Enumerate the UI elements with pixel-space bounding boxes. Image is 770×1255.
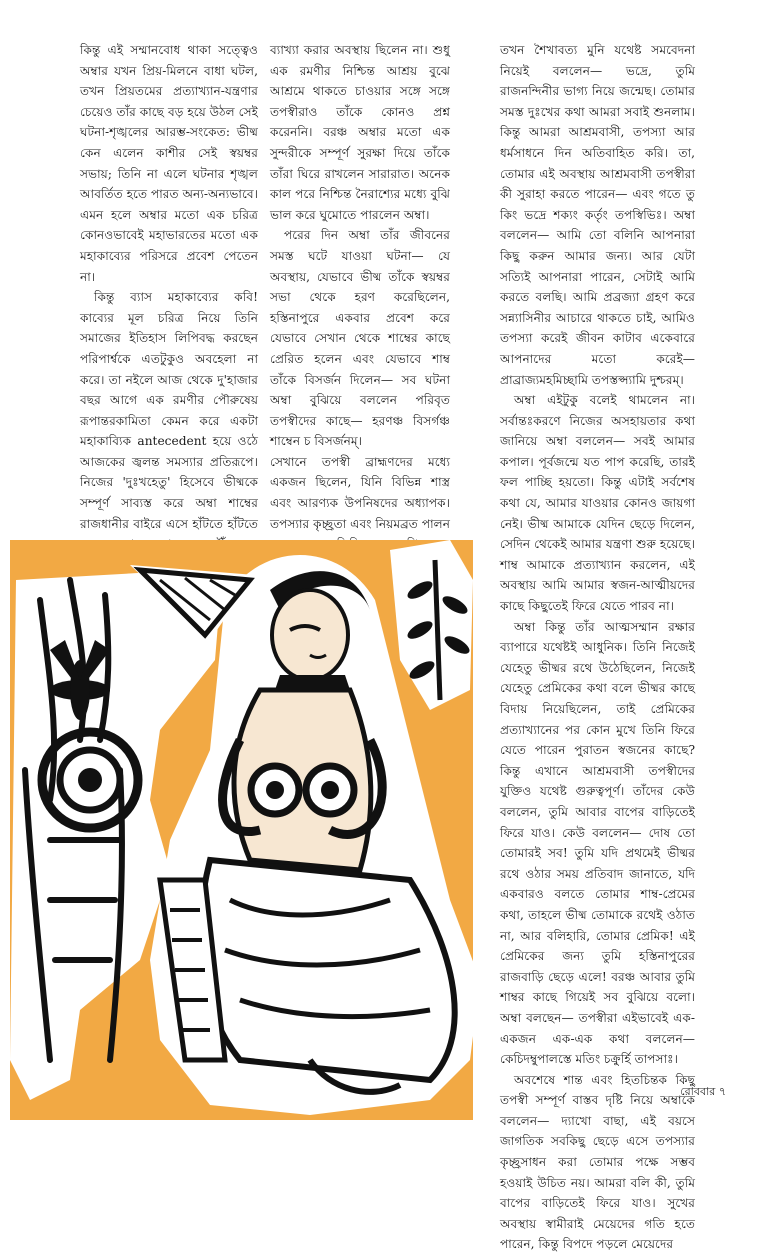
face (272, 590, 348, 680)
paragraph: অম্বা কিন্তু তাঁর আত্মসম্মান রক্ষার ব্যাপারে যথেষ্টই আধুনিক। তিনি নিজেই যেহেতু ভীষ্মর রথে উঠেছিলেন, নিজেই যেহেতু প্রেমিকের কথা বলে ভীষ্মর কাছে বিদায় নিয়েছিলেন, তাই প্রেমিকের প্রত্যাখ্যানের পর কোন মুখে তিনি ফিরে যেতে পারেন পুরাতন স্বজনের কাছে? কিন্তু এখানে আশ্রমবাসী তপস্বীদের যুক্তিও যথেষ্ট গুরুত্বপূর্ণ। তাঁদের কেউ বললেন, তুমি আবার বাপের বাড়িতেই ফিরে যাও। কেউ বললেন— দোষ তো তোমারই সব! তুমি যদি প্রথমেই ভীষ্মর রথে ওঠার সময় প্রতিবাদ জানাতে, যদি একবারও বলতে তোমার শাম্ব-প্রেমের কথা, তাহলে ভীষ্ম তোমাকে রথেই ওঠাত না, আর বলিহারি, তোমার প্রেমিক! এই প্রেমিকের জন্য তুমি হস্তিনাপুরের রাজবাড়ি ছেড়ে এলে! বরঞ্চ আবার তুমি শাম্বর কাছে গিয়েই সব বুঝিয়ে বলো। অম্বা বলছেন— তপস্বীরা এইভাবেই এক-একজন এক-এক কথা বললেন— কেচিদম্বুপালস্তে মতিং চক্রুর্হি তাপসাঃ। (500, 619, 695, 1067)
page-footer: রোববার ৭ (680, 1085, 726, 1098)
paragraph: পরের দিন অম্বা তাঁর জীবনের সমস্ত ঘটে যাওয়া ঘটনা— যে অবস্থায়, যেভাবে ভীষ্ম তাঁকে স্বয়ম্বর সভা থেকে হরণ করেছিলেন, হস্তিনাপুরে একবার প্রবেশ করে যেভাবে সেখান থেকে শাম্বের কাছে প্রেরিত হলেন এবং যেভাবে শাম্ব তাঁকে বিসর্জন দিলেন— সব ঘটনা অম্বা বুঝিয়ে বললেন পরিবৃত তপস্বীদের কাছে— হরণঞ্চ বিসর্গঞ্চ শাম্বেন চ বিসর্জনম্। (270, 228, 450, 449)
paragraph: তখন শৈখাবত্য মুনি যথেষ্ট সমবেদনা নিয়েই বললেন— ভদ্রে, তুমি রাজনন্দিনীর ভাগ্য নিয়ে জন্মেছ। তোমার সমস্ত দুঃখের কথা আমরা সবাই শুনলাম। কিন্তু আমরা আশ্রমবাসী, তপস্যা আর ধর্মসাধনে দিন অতিবাহিত করি। তা, তোমার এই অবস্থায় আশ্রমবাসী তপস্বীরা কী সুরাহা করতে পারেন— এবং গতে তু কিং ভদ্রে শক্যং কর্তৃং তপস্বিভিঃ। অম্বা বললেন— আমি তো বলিনি আপনারা কিছু করুন আমার জন্য। আর যেটা সত্যিই আপনারা পারেন, সেটাই আমি করতে বলছি। আমি প্রব্রজ্যা গ্রহণ করে সন্ন্যাসিনীর আচারে থাকতে চাই, আমিও তপস্যা করেই জীবন কাটাব একেবারে আপনাদের মতো করেই— প্রাব্রাজ্যমহমিচ্ছামি তপস্তপ্স্যামি দুশ্চরম্। (500, 43, 695, 387)
text-column-right (500, 40, 695, 1255)
paragraph: সেখানে তপস্বী ব্রাহ্মণদের মধ্যে একজন ছিলেন, যিনি বিভিন্ন শাস্ত্র এবং আরণ্যক উপনিষদের অধ্যাপক। তপস্যার কৃচ্ছ্রতা এবং নিয়মব্রত পালন (270, 454, 450, 531)
paragraph: ব্যাখ্যা করার অবস্থায় ছিলেন না। শুধু এক রমণীর নিশ্চিন্ত আশ্রয় বুঝে আশ্রমে থাকতে চাওয়ার সঙ্গে সঙ্গে তপস্বীরাও তাঁকে কোনও প্রশ্ন করেননি। বরঞ্চ অম্বার মতো এক সুন্দরীকে সম্পূর্ণ সুরক্ষা দিয়ে তাঁকে তাঁরা ঘিরে রাখলেন সারারাত। অনেক কাল পরে নিশ্চিন্ত নৈরাশ্যের মধ্যে বুঝি ভাল করে ঘুমোতে পারলেন অম্বা। (270, 43, 450, 222)
paragraph: কিন্তু ব্যাস মহাকাব্যের কবি! কাব্যের মূল চরিত্র নিয়ে তিনি সমাজের ইতিহাস লিপিবদ্ধ করছেন পরিপার্শ্বকে এতটুকুও অবহেলা না করে। তা নইলে আজ থেকে দু'হাজার বছর আগে এক রমণীর পৌরুষেয় রূপান্তরকামিতা কেমন করে একটা মহাকাব্যিক antecedent হয়ে ওঠে আজকের জ্বলন্ত সমস্যার প্রতিরূপে। নিজের 'দুঃখহেতু' হিসেবে ভীষ্মকে সম্পূর্ণ সাব্যস্ত করে অম্বা শাম্বের রাজধানীর বাইরে এসে হাঁটতে হাঁটতে (80, 290, 258, 531)
amba-woodcut-illustration (10, 540, 473, 1120)
paragraph: কিন্তু এই সম্মানবোধ থাকা সত্ত্বেও অম্বার যখন প্রিয়-মিলনে বাধা ঘটল, তখন প্রিয়তমের প্রত্যাখ্যান-যন্ত্রণার চেয়েও তাঁর কাছে বড় হয়ে উঠল সেই ঘটনা-শৃঙ্খলের আরম্ভ-সংকেত: ভীষ্ম কেন এলেন কাশীর সেই স্বয়ম্বর সভায়; তিনি না এলে ঘটনার শৃঙ্খল আবর্তিত হতে পারত অন্য-অন্যভাবে। এমন হলে অম্বার মতো এক চরিত্র কোনওভাবেই মহাভারতের মতো এক মহাকাব্যের পরিসরে প্রবেশ পেতেন না। (80, 43, 258, 284)
illustration (10, 540, 473, 1120)
paragraph: অবশেষে শান্ত এবং হিতচিন্তক কিছু তপস্বী সম্পূর্ণ বাস্তব দৃষ্টি নিয়ে অম্বাকে বললেন— দ্যাখো বাছা, এই বয়সে জাগতিক সবকিছু ছেড়ে এসে তপস্যার কৃচ্ছ্রসাধন করা তোমার পক্ষে সম্ভব হওয়াই উচিত নয়। আমরা বলি কী, তুমি বাপের বাড়িতেই ফিরে যাও। সুখের অবস্থায় স্বামীরাই মেয়েদের গতি হতে পারেন, কিন্তু বিপদে পড়লে মেয়েদের (500, 1072, 695, 1252)
saree-lap (200, 860, 455, 1080)
paragraph: অম্বা এইটুকু বলেই থামলেন না। সর্বান্তঃকরণে নিজের অসহায়তার কথা জানিয়ে অম্বা বললেন— সবই আমার কপাল। পূর্বজন্মে যত পাপ করেছি, তারই ফল পাচ্ছি হয়তো। কিন্তু এটাই সর্বশেষ কথা যে, আমার যাওয়ার কোনও জায়গা নেই। ভীষ্ম আমাকে যেদিন ছেড়ে দিলেন, সেদিন থেকেই আমার যন্ত্রণা শুরু হয়েছে। শাম্ব আমাকে প্রত্যাখ্যান করলেন, এই অবস্থায় আমি আমার স্বজন-আত্মীয়দের কাছে কিছুতেই ফিরে যেতে পারব না। (500, 393, 695, 614)
